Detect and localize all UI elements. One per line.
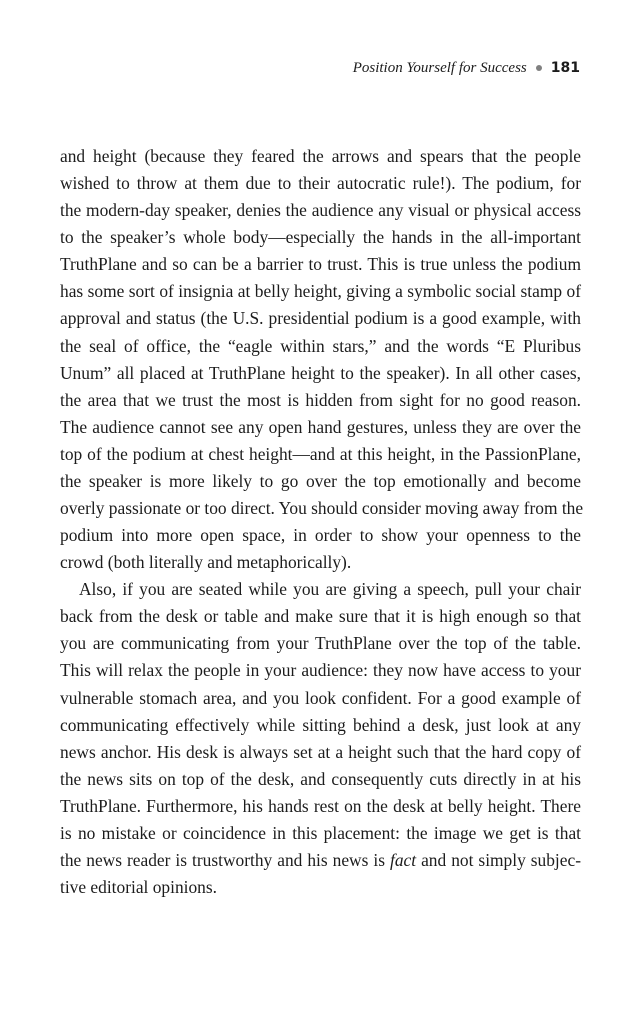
text-line: news anchor. His desk is always set at a height such that the hard copy of [60, 741, 581, 762]
text-line: the speaker is more likely to go over the top emotionally and become [60, 470, 581, 491]
paragraph-2 [60, 576, 581, 901]
text-line: crowd (both literally and metaphorically). [60, 552, 352, 573]
text-line: top of the podium at chest height—and at this height, in the PassionPlane, [60, 443, 581, 464]
text-line: the seal of office, the “eagle within stars,” and the words “E Pluribus [60, 335, 581, 356]
text-line: to the speaker’s whole body—especially the hands in the all-important [60, 227, 581, 248]
text-line: podium into more open space, in order to show your openness to the [60, 525, 581, 546]
text-line: tive editorial opinions. [60, 877, 217, 898]
text-line: the area that we trust the most is hidden from sight for no good reason. [60, 389, 581, 410]
body-text [60, 143, 584, 901]
text-line: and height (because they feared the arrows and spears that the people [60, 146, 581, 166]
text-line: wished to throw at them due to their autocratic rule!). The podium, for [60, 173, 581, 194]
text-line: overly passionate or too direct. You should consider moving away from the [60, 498, 584, 519]
bullet-separator-icon [536, 65, 542, 71]
text-run: the news reader is trustworthy and his news is [60, 850, 390, 871]
text-line: is no mistake or coincidence in this placement: the image we get is that [60, 822, 581, 843]
text-line: TruthPlane. Furthermore, his hands rest on the desk at belly height. There [60, 795, 581, 816]
paragraph-1 [60, 143, 584, 576]
page-number: 181 [550, 60, 580, 76]
text-line: back from the desk or table and make sure that it is high enough so that [60, 606, 581, 627]
emphasis-text: fact [390, 850, 417, 871]
running-title: Position Yourself for Success [352, 60, 527, 76]
text-line: This will relax the people in your audience: they now have access to your [60, 660, 581, 681]
text-line: communicating effectively while sitting behind a desk, just look at any [60, 714, 581, 735]
running-head [353, 58, 580, 78]
text-line: approval and status (the U.S. presidential podium is a good example, with [60, 308, 581, 329]
text-line: you are communicating from your TruthPlane over the top of the table. [60, 633, 581, 654]
text-line: vulnerable stomach area, and you look confident. For a good example of [60, 687, 581, 708]
text-line: the news sits on top of the desk, and consequently cuts directly in at his [60, 768, 581, 789]
text-line: the modern-day speaker, denies the audience any visual or physical access [60, 200, 581, 221]
text-line: The audience cannot see any open hand gestures, unless they are over the [60, 416, 581, 437]
text-line: has some sort of insignia at belly height, giving a symbolic social stamp of [60, 281, 581, 302]
text-run: and not simply subjec- [416, 850, 581, 871]
text-line: Also, if you are seated while you are giving a speech, pull your chair [79, 579, 581, 600]
text-line-with-emphasis [60, 847, 581, 874]
text-line: Unum” all placed at TruthPlane height to the speaker). In all other cases, [60, 362, 581, 383]
text-line: TruthPlane and so can be a barrier to trust. This is true unless the podium [60, 254, 581, 275]
